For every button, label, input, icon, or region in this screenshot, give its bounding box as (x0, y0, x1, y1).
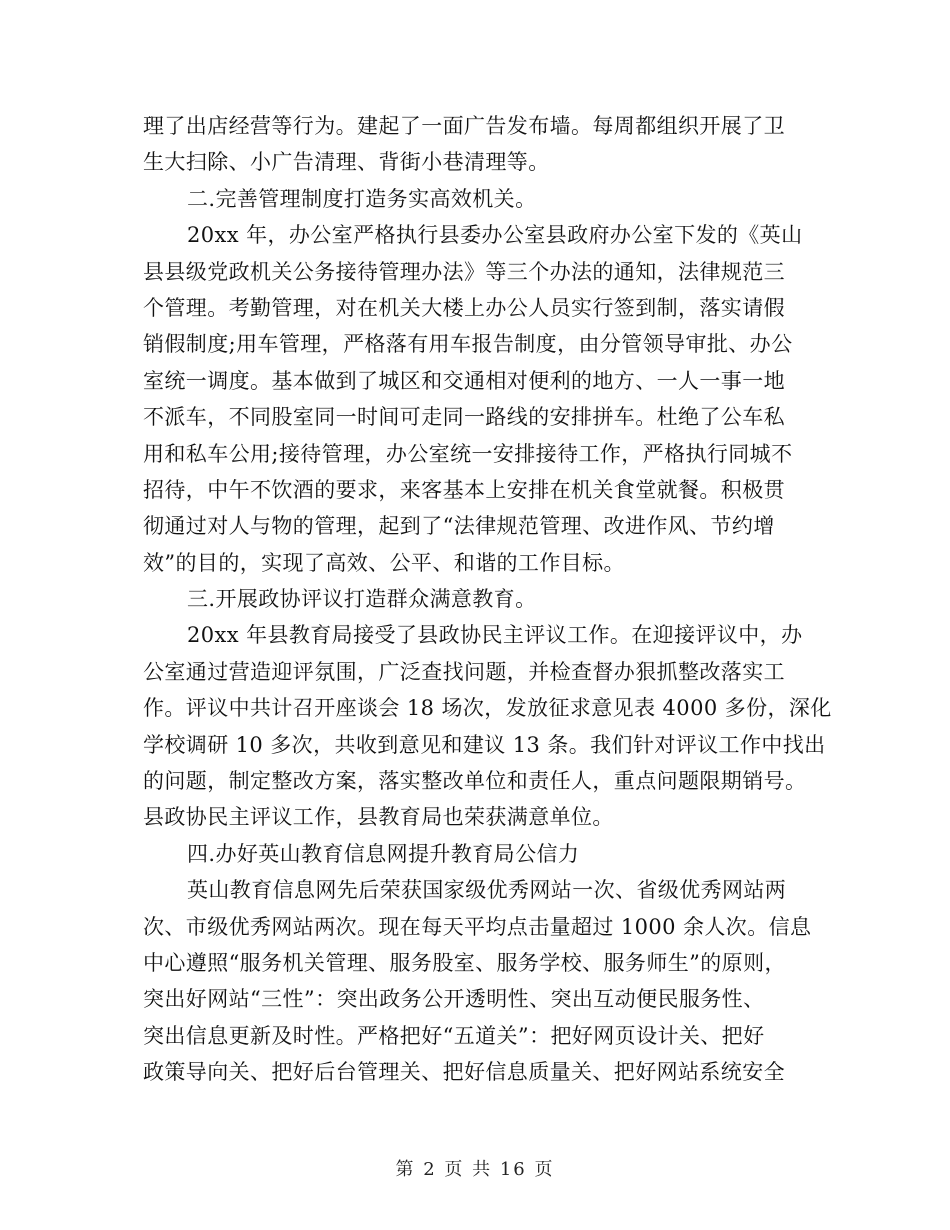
text-line: 政策导向关、把好后台管理关、把好信息质量关、把好网站系统安全 (143, 1060, 785, 1085)
text-line: 学校调研 10 多次，共收到意见和建议 13 条。我们针对评议工作中找出 (143, 732, 826, 757)
text-line: 销假制度;用车管理，严格落有用车报告制度，由分管领导审批、办公 (143, 332, 793, 357)
text-line: 县县级党政机关公务接待管理办法》等三个办法的通知，法律规范三 (143, 259, 785, 284)
text-line: 不派车，不同股室同一时间可走同一路线的安排拼车。杜绝了公车私 (143, 405, 785, 430)
text-line: 英山教育信息网先后荣获国家级优秀网站一次、省级优秀网站两 (187, 878, 787, 903)
text-line: 用和私车公用;接待管理，办公室统一安排接待工作，严格执行同城不 (143, 441, 793, 466)
document-body (143, 108, 832, 1091)
text-line: 中心遵照“服务机关管理、服务股室、服务学校、服务师生”的原则， (143, 950, 786, 975)
text-line: 公室通过营造迎评氛围，广泛查找问题，并检查督办狠抓整改落实工 (143, 659, 785, 684)
page-footer: 第 2 页 共 16 页 (395, 1159, 555, 1180)
text-line: 突出好网站“三性”：突出政务公开透明性、突出互动便民服务性、 (143, 987, 765, 1012)
text-line: 理了出店经营等行为。建起了一面广告发布墙。每周都组织开展了卫 (143, 114, 785, 138)
text-line: 效”的目的，实现了高效、公平、和谐的工作目标。 (143, 550, 625, 575)
text-line: 四.办好英山教育信息网提升教育局公信力 (187, 841, 580, 866)
text-line: 招待，中午不饮酒的要求，来客基本上安排在机关食堂就餐。积极贯 (143, 477, 785, 502)
text-line: 三.开展政协评议打造群众满意教育。 (187, 587, 537, 612)
text-line: 生大扫除、小广告清理、背街小巷清理等。 (143, 150, 550, 175)
text-line: 次、市级优秀网站两次。现在每天平均点击量超过 1000 余人次。信息 (143, 914, 812, 939)
text-line: 作。评议中共计召开座谈会 18 场次，发放征求意见表 4000 多份，深化 (143, 696, 832, 721)
text-line: 二.完善管理制度打造务实高效机关。 (187, 186, 537, 211)
text-line: 个管理。考勤管理，对在机关大楼上办公人员实行签到制，落实请假 (143, 295, 785, 320)
text-line: 20xx 年，办公室严格执行县委办公室县政府办公室下发的《英山 (187, 223, 803, 248)
text-line: 的问题，制定整改方案，落实整改单位和责任人，重点问题限期销号。 (143, 769, 807, 794)
text-line: 彻通过对人与物的管理，起到了“法律规范管理、改进作风、节约增 (143, 514, 775, 539)
text-line: 县政协民主评议工作，县教育局也荣获满意单位。 (143, 805, 614, 830)
text-line: 突出信息更新及时性。严格把好“五道关”：把好网页设计关、把好 (143, 1023, 765, 1048)
text-line: 室统一调度。基本做到了城区和交通相对便利的地方、一人一事一地 (143, 368, 785, 393)
text-line: 20xx 年县教育局接受了县政协民主评议工作。在迎接评议中，办 (187, 623, 803, 648)
